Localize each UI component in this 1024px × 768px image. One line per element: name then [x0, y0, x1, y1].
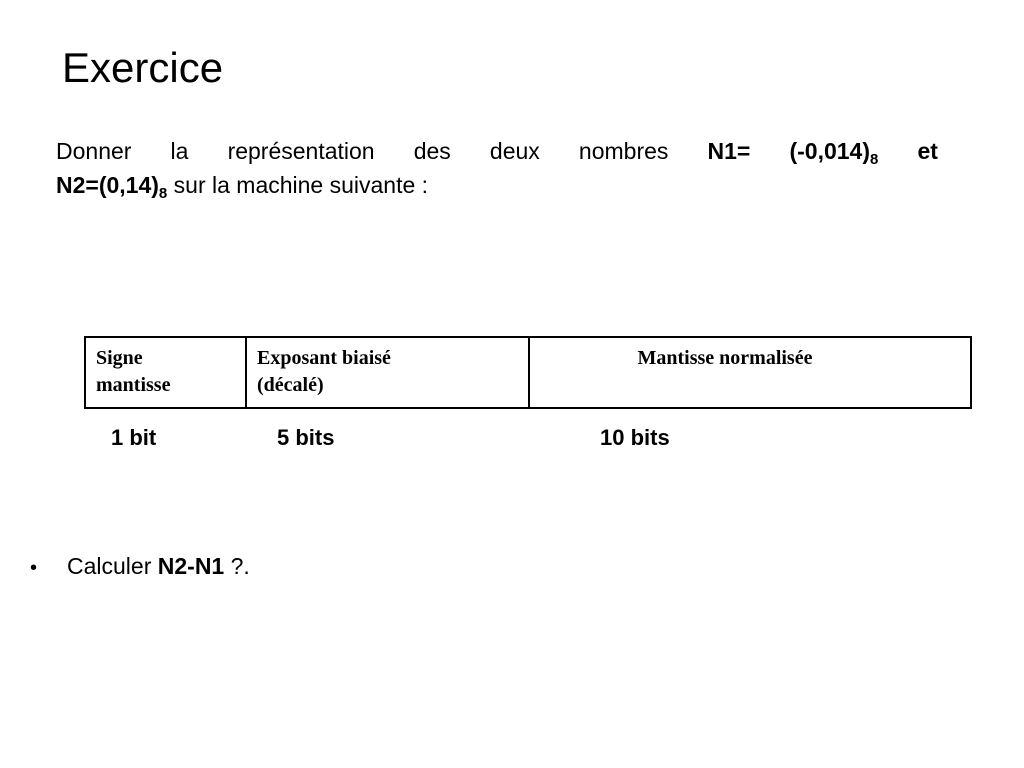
slide-title: Exercice: [62, 44, 224, 91]
statement-word: représentation: [227, 138, 375, 164]
exponent-field-cell: [246, 337, 529, 408]
n1-base: 8: [870, 151, 879, 168]
format-row: [85, 337, 971, 408]
exponent-field-label-2: (décalé): [257, 374, 324, 396]
statement-word: Donner: [56, 138, 132, 164]
bullet-icon: •: [30, 557, 38, 579]
statement-word: deux: [489, 138, 540, 164]
question-suffix: ?.: [224, 553, 250, 579]
question-prefix: Calculer: [67, 553, 158, 579]
mantissa-field-label: Mantisse normalisée: [637, 347, 813, 369]
exponent-field-label-1: Exposant biaisé: [257, 347, 391, 369]
statement-line-2: [56, 168, 938, 202]
sign-field-label-1: Signe: [96, 347, 143, 369]
float-format-table: [84, 336, 972, 409]
statement-word: des: [413, 138, 451, 164]
exercise-statement: [56, 134, 938, 202]
sign-field-cell: [85, 337, 246, 408]
n1-value: (-0,014): [789, 138, 870, 164]
exponent-bit-count: 5 bits: [277, 425, 335, 450]
statement-rest: sur la machine suivante :: [167, 172, 429, 198]
mantissa-field-cell: [529, 337, 971, 408]
n2-number: [56, 172, 168, 202]
statement-word: nombres: [578, 138, 669, 164]
sign-field-label-2: mantisse: [96, 374, 171, 396]
sign-bit-count: 1 bit: [111, 425, 157, 450]
question-expression: N2-N1: [157, 553, 225, 579]
statement-word: la: [170, 138, 189, 164]
n2-value: N2=(0,14): [56, 172, 159, 198]
n1-number: [789, 134, 878, 168]
statement-line-1: [56, 134, 938, 168]
n1-label: N1=: [707, 138, 751, 164]
mantissa-bit-count: 10 bits: [600, 425, 670, 450]
n2-base: 8: [158, 185, 168, 202]
conjunction: et: [917, 138, 938, 164]
question-bullet-item: [30, 550, 250, 584]
